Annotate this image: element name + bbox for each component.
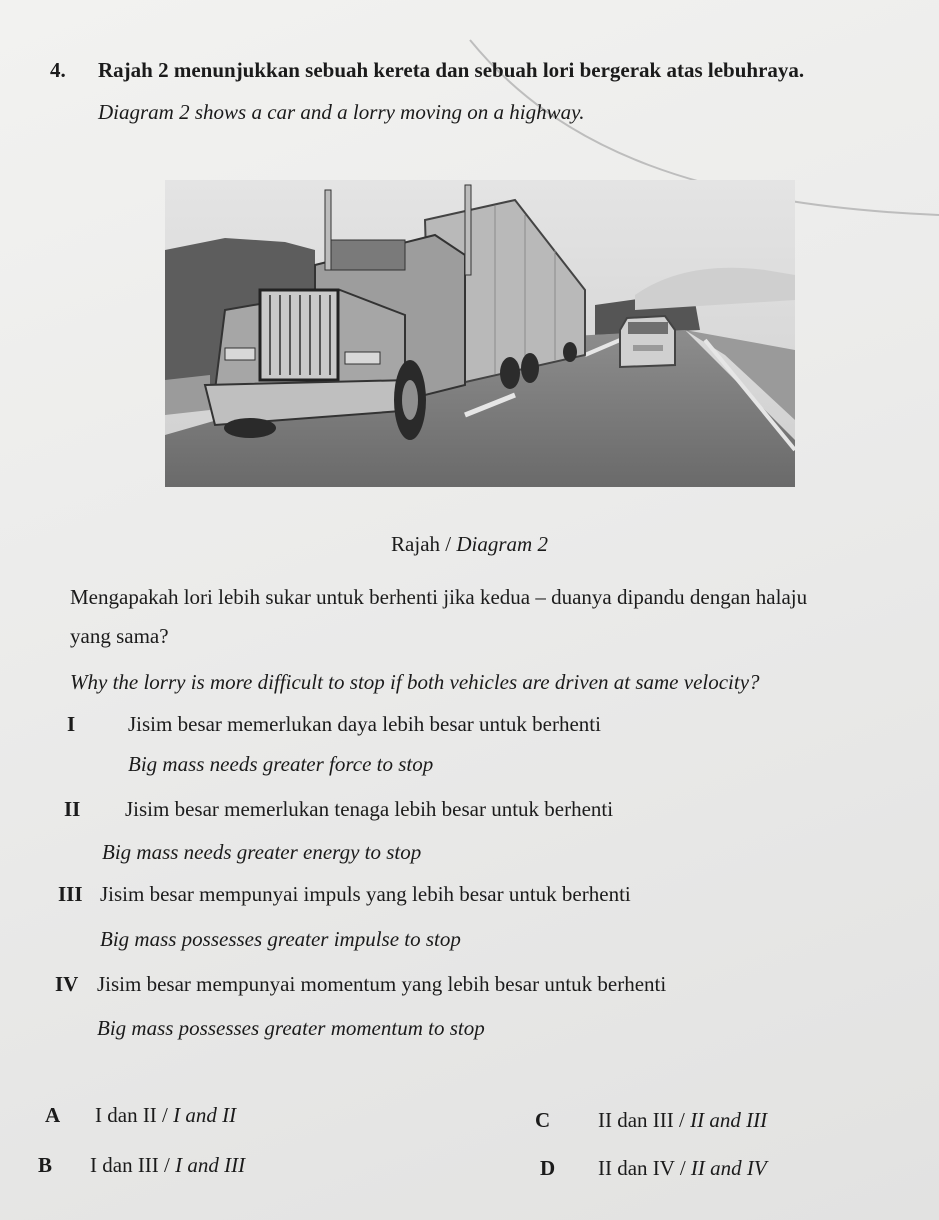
- option-letter[interactable]: D: [540, 1156, 556, 1180]
- statement-label: II: [64, 797, 81, 821]
- statement-english: Big mass needs greater energy to stop: [102, 840, 422, 864]
- option-d-text[interactable]: [598, 1156, 767, 1181]
- option-text-english: II and IV: [690, 1156, 767, 1180]
- statement-malay: Jisim besar memerlukan daya lebih besar untuk berhenti: [128, 712, 601, 736]
- option-text-malay: I dan III /: [90, 1153, 176, 1177]
- figure-caption-english: Diagram 2: [456, 532, 548, 556]
- figure-caption-malay: Rajah /: [391, 532, 457, 556]
- option-text-english: I and II: [173, 1103, 237, 1127]
- option-c-text[interactable]: [598, 1108, 767, 1133]
- statement-malay: Jisim besar mempunyai impuls yang lebih besar untuk berhenti: [100, 882, 631, 906]
- figure-caption: [0, 532, 939, 557]
- option-letter[interactable]: B: [38, 1153, 53, 1177]
- option-text-malay: I dan II /: [95, 1103, 174, 1127]
- statement-label: I: [67, 712, 76, 736]
- prompt-malay-line1: Mengapakah lori lebih sukar untuk berhenti jika kedua – duanya dipandu dengan halaju: [70, 585, 808, 609]
- question-number: 4.: [50, 58, 66, 82]
- option-letter[interactable]: A: [45, 1103, 61, 1127]
- statement-label: IV: [55, 972, 79, 996]
- option-a-text[interactable]: [95, 1103, 236, 1128]
- option-text-english: II and III: [690, 1108, 768, 1132]
- statement-english: Big mass possesses greater impulse to stop: [100, 927, 461, 951]
- prompt-malay-line2: yang sama?: [70, 624, 169, 648]
- option-text-english: I and III: [175, 1153, 246, 1177]
- prompt-english: Why the lorry is more difficult to stop if both vehicles are driven at same velocity?: [70, 670, 760, 694]
- statement-english: Big mass needs greater force to stop: [128, 752, 434, 776]
- option-letter[interactable]: C: [535, 1108, 551, 1132]
- statement-english: Big mass possesses greater momentum to stop: [97, 1016, 485, 1040]
- statement-malay: Jisim besar memerlukan tenaga lebih besar untuk berhenti: [125, 797, 614, 821]
- statement-label: III: [58, 882, 83, 906]
- question-text-english: Diagram 2 shows a car and a lorry moving on a highway.: [98, 100, 585, 124]
- option-text-malay: II dan IV /: [598, 1156, 691, 1180]
- option-b-text[interactable]: [90, 1153, 245, 1178]
- statement-malay: Jisim besar mempunyai momentum yang lebih besar untuk berhenti: [97, 972, 667, 996]
- question-text-malay: Rajah 2 menunjukkan sebuah kereta dan sebuah lori bergerak atas lebuhraya.: [98, 58, 805, 82]
- option-text-malay: II dan III /: [598, 1108, 691, 1132]
- lorry-and-car-photo: [165, 180, 795, 487]
